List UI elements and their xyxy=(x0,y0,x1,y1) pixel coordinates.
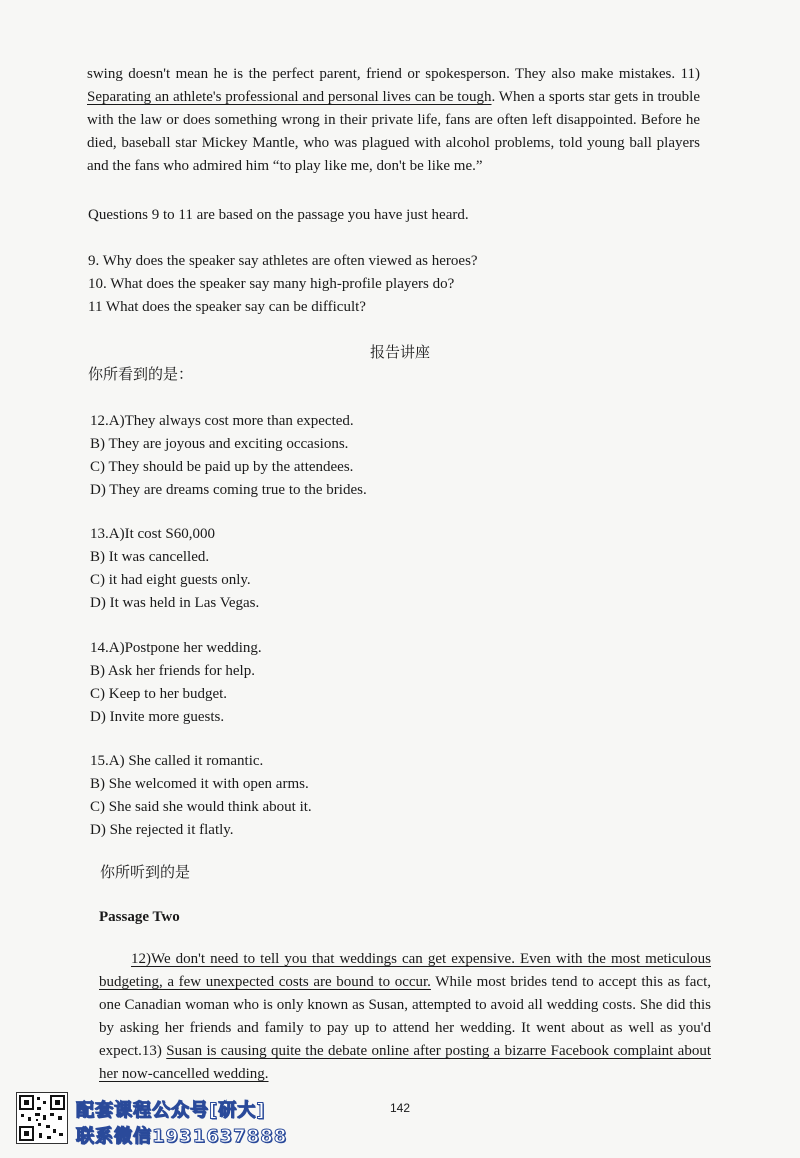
option-line: 12.A)They always cost more than expected. xyxy=(90,413,354,429)
option-line: B) She welcomed it with open arms. xyxy=(90,776,309,792)
options-13 xyxy=(90,523,259,615)
answer-13-underline: Susan is causing quite the debate online after posting a bizarre Facebook complaint about her now-cancelled wedding. xyxy=(99,1043,711,1082)
question-9: 9. Why does the speaker say athletes are often viewed as heroes? xyxy=(88,253,478,269)
what-you-see-label: 你所看到的是： xyxy=(88,367,194,383)
watermark xyxy=(16,1092,316,1148)
option-line: 14.A)Postpone her wedding. xyxy=(90,640,262,656)
question-list xyxy=(88,250,478,319)
what-you-hear-label: 你所听到的是 xyxy=(100,865,191,881)
option-line: C) Keep to her budget. xyxy=(90,686,228,702)
page-number: 142 xyxy=(389,1101,411,1115)
section-title: 报告讲座 xyxy=(369,345,430,361)
option-line: D) It was held in Las Vegas. xyxy=(90,595,260,611)
option-line: D) Invite more guests. xyxy=(90,709,225,725)
option-line: B) Ask her friends for help. xyxy=(90,663,255,679)
passage-one-line1: swing doesn't mean he is the perfect parent, friend or spokesperson. They also make mistakes. 11) xyxy=(87,66,700,82)
option-line: D) She rejected it flatly. xyxy=(90,822,234,838)
options-14 xyxy=(90,637,262,729)
option-line: C) They should be paid up by the attendees. xyxy=(90,459,354,475)
option-line: B) It was cancelled. xyxy=(90,549,210,565)
option-line: C) She said she would think about it. xyxy=(90,799,312,815)
options-12 xyxy=(90,410,367,502)
option-line: D) They are dreams coming true to the brides. xyxy=(90,482,367,498)
answer-12-underline: 12)We don't need to tell you that weddings can get expensive. Even with the most meticulous budgeting, a few unexpected costs are bound to occur. xyxy=(99,951,711,990)
passage-one-ending xyxy=(87,63,700,178)
qr-code-icon xyxy=(16,1092,68,1144)
option-line: 13.A)It cost S60,000 xyxy=(90,526,215,542)
passage-two-middle: While most brides tend to accept this as fact, one Canadian woman who is only known as Susan, attempted to avoid all wedding costs. She did this by asking her friends and family to pay up to attend her wedding. It went about as well as you'd expect.13) xyxy=(99,974,711,1059)
questions-intro: Questions 9 to 11 are based on the passage you have just heard. xyxy=(88,207,469,223)
passage-two-body xyxy=(99,948,711,1086)
passage-two-heading: Passage Two xyxy=(99,909,180,925)
option-line: C) it had eight guests only. xyxy=(90,572,251,588)
passage-one-rest: . When a sports star gets in trouble with the law or does something wrong in their private life, fans are often left disappointed. Before he died, baseball star Mickey Mantle, who was plagued with alcohol problems, told young ball players and the fans who admired him “to play like me, don't be like me.” xyxy=(87,89,701,174)
watermark-line1: 配套课程公众号[研大] xyxy=(76,1100,266,1121)
question-10: 10. What does the speaker say many high-profile players do? xyxy=(88,276,455,292)
options-15 xyxy=(90,750,312,842)
option-line: B) They are joyous and exciting occasions. xyxy=(90,436,349,452)
option-line: 15.A) She called it romantic. xyxy=(90,753,264,769)
question-11: 11 What does the speaker say can be difficult? xyxy=(88,299,366,315)
answer-11-underline: Separating an athlete's professional and personal lives can be tough xyxy=(87,89,492,105)
watermark-line2: 联系微信1931637888 xyxy=(76,1126,288,1147)
